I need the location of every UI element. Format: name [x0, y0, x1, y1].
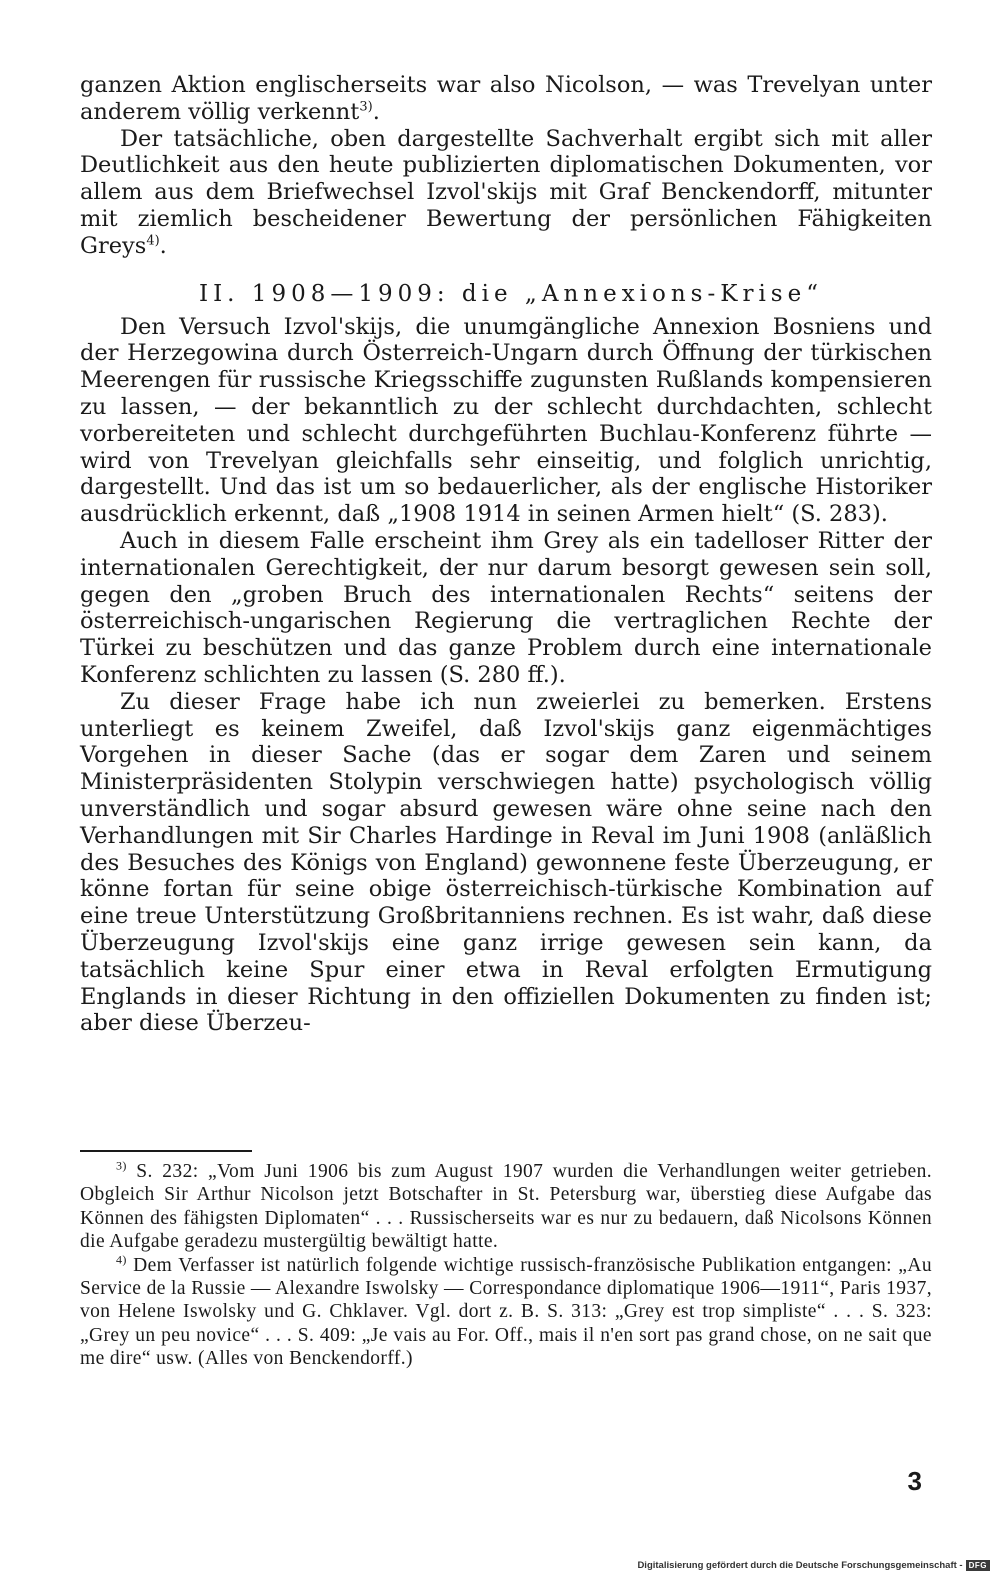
page-number: 3: [907, 1466, 922, 1496]
digitization-credit: [637, 1560, 990, 1571]
footnote-3-text: S. 232: „Vom Juni 1906 bis zum August 1907 wurden die Verhandlungen weiter getrieben. Obgleich Sir Arthur Nicolson jetzt Botschafter in St. Petersburg war, überstieg diese Aufgabe das Können des fähigsten Diplomaten“ . . . Russischerseits war es nur zu bedauern, daß Nicolsons Können die Aufgabe geradezu mustergültig bewältigt hatte.: [80, 1161, 932, 1253]
paragraph-2-text: Der tatsächliche, oben dargestellte Sachverhalt ergibt sich mit aller Deutlichkeit aus den heute publizierten diplomatischen Dokumenten, vor allem aus dem Briefwechsel Izvol'skijs mit Graf Benckendorff, mitunter mit ziemlich bescheidener Bewertung der persönlichen Fähigkeiten Greys: [80, 125, 932, 259]
footnote-divider: [80, 1150, 252, 1152]
footnotes: [80, 1160, 932, 1371]
credit-text: Digitalisierung gefördert durch die Deutsche Forschungsgemeinschaft -: [637, 1560, 963, 1571]
section-heading: II. 1908—1909: die „Annexions-Krise“: [199, 280, 823, 307]
footnote-4: [80, 1254, 932, 1371]
footnote-ref-4: 4): [146, 233, 160, 249]
footnote-ref-3: 3): [359, 99, 373, 115]
footnote-4-mark: 4): [116, 1252, 127, 1267]
paragraph-1-text: ganzen Aktion englischerseits war also Nicolson, — was Trevelyan unter anderem völlig verkennt: [80, 72, 932, 125]
footnote-3-mark: 3): [116, 1158, 127, 1173]
section-paragraph-2: Auch in diesem Falle erscheint ihm Grey als ein tadelloser Ritter der internationalen Gerechtigkeit, der nur darum besorgt gewesen sein soll, gegen den „groben Bruch des internationalen Rechts“ seitens der österreichisch-ungarischen Regierung die vertraglichen Rechte der Türkei zu beschützen und das ganze Problem durch eine internationale Konferenz schlichten zu lassen (S. 280 ff.).: [80, 527, 932, 688]
section-paragraph-3: Zu dieser Frage habe ich nun zweierlei zu bemerken. Erstens unterliegt es keinem Zweifel, daß Izvol'skijs ganz eigenmächtiges Vorgehen in dieser Sache (das er sogar dem Zaren und seinem Ministerpräsidenten Stolypin verschwiegen hatte) psychologisch völlig unverständlich und sogar absurd gewesen wäre ohne seine nach den Verhandlungen mit Sir Charles Hardinge in Reval im Juni 1908 (anläßlich des Besuches des Königs von England) gewonnene feste Überzeugung, er könne fortan für seine obige österreichisch-türkische Kombination auf eine treue Unterstützung Großbritanniens rechnen. Es ist wahr, daß diese Überzeugung Izvol'skijs eine ganz irrige gewesen sein kann, da tatsächlich keine Spur einer etwa in Reval erfolgten Ermutigung Englands in dieser Richtung in den offiziellen Dokumenten zu finden ist; aber diese Überzeu-: [80, 688, 932, 1037]
section-paragraph-1: Den Versuch Izvol'skijs, die unumgängliche Annexion Bosniens und der Herzegowina durch Österreich-Ungarn durch Öffnung der türkischen Meerengen für russische Kriegsschiffe zugunsten Rußlands kompensieren zu lassen, — der bekanntlich zu der schlecht durchdachten, schlecht vorbereiteten und schlecht durchgeführten Buchlau-Konferenz führte — wird von Trevelyan gleichfalls sehr einseitig, und folglich unrichtig, dargestellt. Und das ist um so bedauerlicher, als der englische Historiker ausdrücklich erkennt, daß „1908 1914 in seinen Armen hielt“ (S. 283).: [80, 313, 932, 528]
paragraph-1: ganzen Aktion englischerseits war also Nicolson, — was Trevelyan unter anderem völlig verkennt$^{3)}$.: [80, 72, 932, 125]
footnote-3: [80, 1160, 932, 1254]
paragraph-2: Der tatsächliche, oben dargestellte Sachverhalt ergibt sich mit aller Deutlichkeit aus den heute publizierten diplomatischen Dokumenten, vor allem aus dem Briefwechsel Izvol'skijs mit Graf Benckendorff, mitunter mit ziemlich bescheidener Bewertung der persönlichen Fähigkeiten Greys$^{4)}$.: [80, 125, 932, 259]
main-text: [80, 72, 932, 1037]
footnote-4-text: Dem Verfasser ist natürlich folgende wichtige russisch-französische Publikation entgangen: „Au Service de la Russie — Alexandre Iswolsky — Correspondance diplomatique 1906—1911“, Paris 1937, von Helene Iswolsky und G. Chklaver. Vgl. dort z. B. S. 313: „Grey est trop simpliste“ . . . S. 323: „Grey un peu novice“ . . . S. 409: „Je vais au For. Off., mais il n'en sort pas grand chose, on ne sait que me dire“ usw. (Alles von Benckendorff.): [80, 1254, 932, 1370]
dfg-logo-icon: DFG: [966, 1560, 990, 1571]
